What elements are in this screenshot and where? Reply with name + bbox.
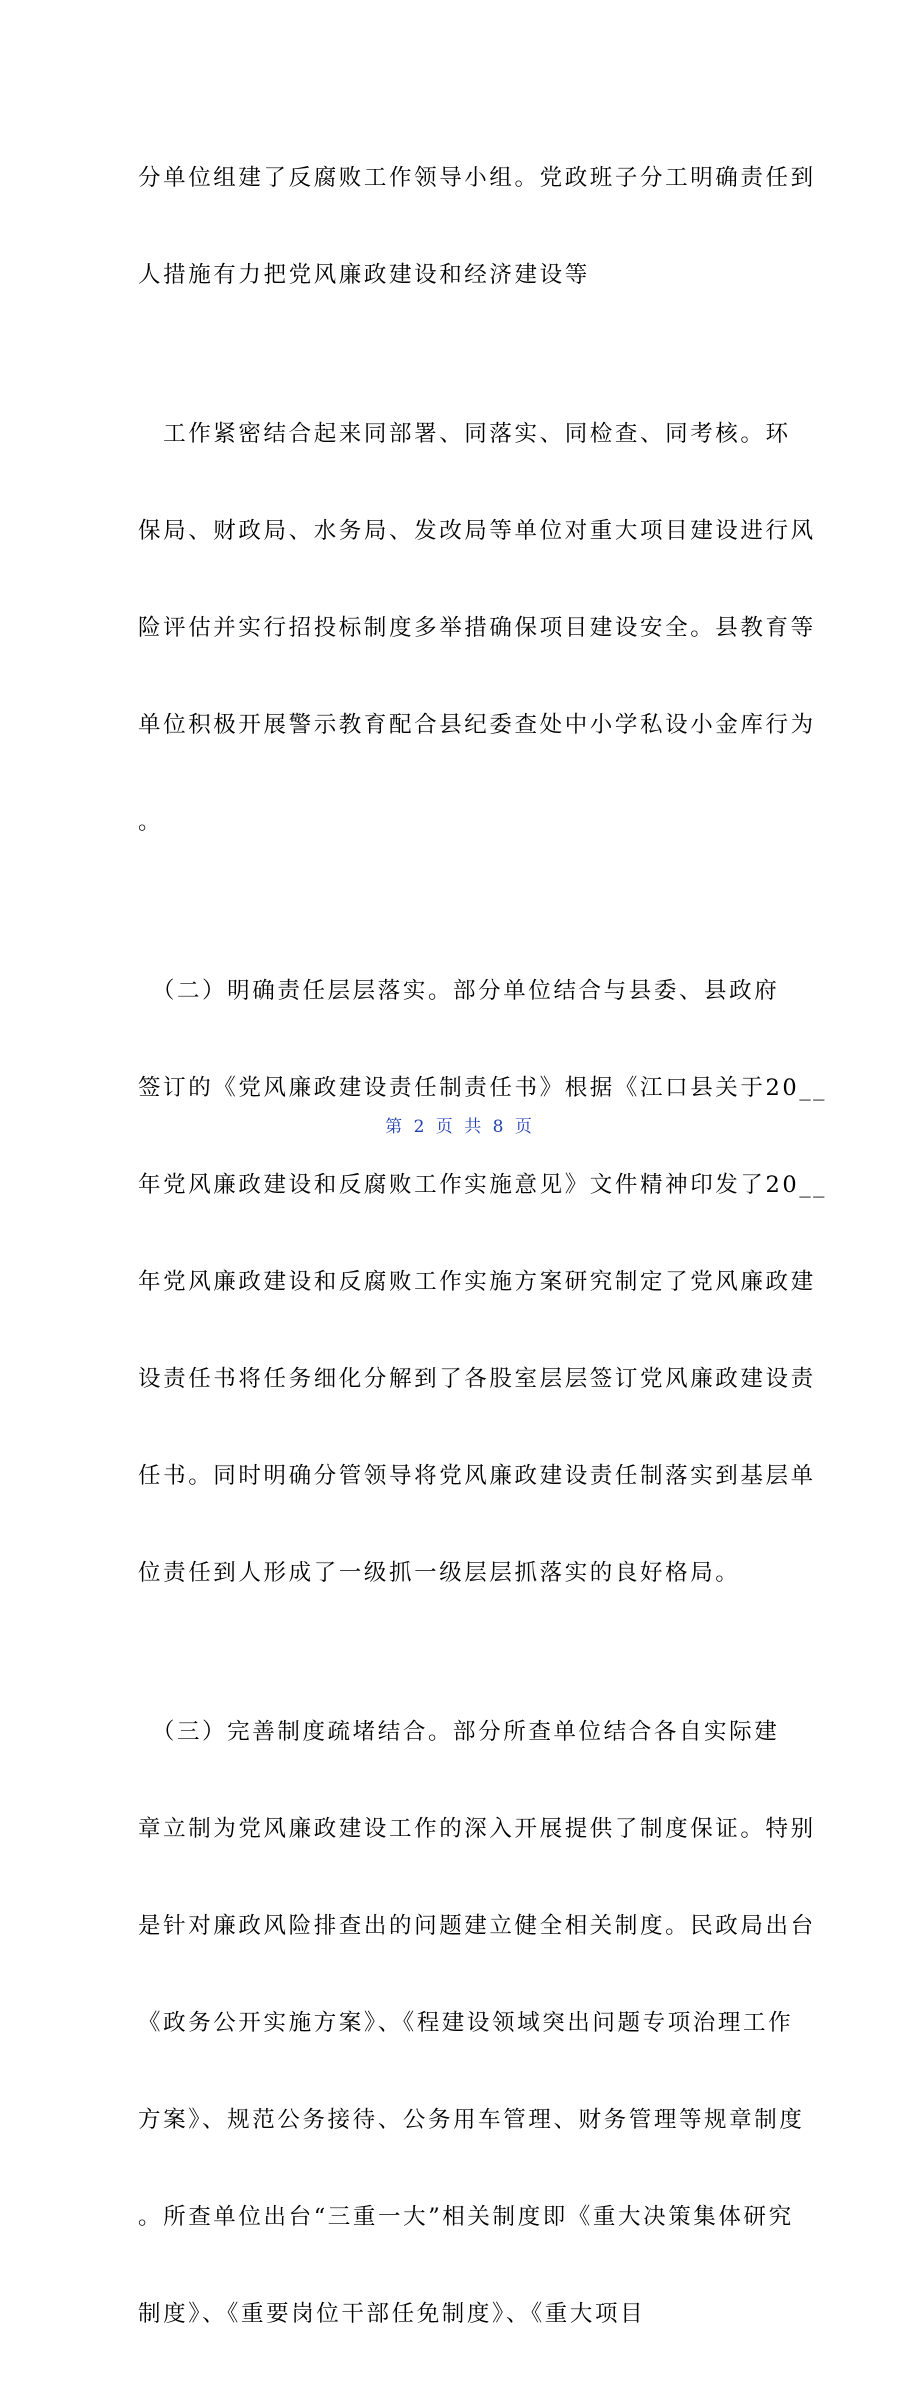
text-line: 制度》、《重要岗位干部任免制度》、《重大项目 (138, 2301, 646, 2327)
text-line: 工作紧密结合起来同部署、同落实、同检查、同考核。环 (138, 421, 791, 447)
text-line: 任书。同时明确分管领导将党风廉政建设责任制落实到基层单 (138, 1463, 816, 1489)
document-body (138, 104, 828, 2382)
paragraph-4 (138, 1658, 816, 2382)
text-line: 。所查单位出台“三重一大”相关制度即《重大决策集体研究 (138, 2204, 794, 2230)
text-line: 是针对廉政风险排查出的问题建立健全相关制度。民政局出台 (138, 1913, 816, 1939)
text-line: 。 (138, 809, 164, 835)
text-line: 人措施有力把党风廉政建设和经济建设等 (138, 262, 590, 288)
page-number-footer: 第 2 页 共 8 页 (385, 1117, 535, 1137)
paragraph-2 (138, 360, 816, 897)
text-line: 《政务公开实施方案》、《程建设领域突出问题专项治理工作 (138, 2010, 794, 2036)
text-line: 险评估并实行招投标制度多举措确保项目建设安全。县教育等 (138, 615, 816, 641)
paragraph-3 (138, 917, 828, 1648)
text-line: （三）完善制度疏堵结合。部分所查单位结合各自实际建 (138, 1719, 780, 1745)
text-line: 章立制为党风廉政建设工作的深入开展提供了制度保证。特别 (138, 1816, 816, 1842)
text-line: （二）明确责任层层落实。部分单位结合与县委、县政府 (138, 978, 780, 1004)
text-line: 年党风廉政建设和反腐败工作实施意见》文件精神印发了20__ (138, 1172, 828, 1198)
text-line: 年党风廉政建设和反腐败工作实施方案研究制定了党风廉政建 (138, 1269, 816, 1295)
paragraph-gap (138, 1648, 788, 1658)
text-line: 位责任到人形成了一级抓一级层层抓落实的良好格局。 (138, 1560, 741, 1586)
text-line: 分单位组建了反腐败工作领导小组。党政班子分工明确责任到 (138, 165, 816, 191)
text-line: 设责任书将任务细化分解到了各股室层层签订党风廉政建设责 (138, 1366, 816, 1392)
paragraph-gap (138, 350, 788, 360)
text-line: 方案》、规范公务接待、公务用车管理、财务管理等规章制度 (138, 2107, 805, 2133)
paragraph-1 (138, 104, 816, 350)
text-line: 保局、财政局、水务局、发改局等单位对重大项目建设进行风 (138, 518, 816, 544)
text-line: 签订的《党风廉政建设责任制责任书》根据《江口县关于20__ (138, 1075, 828, 1101)
text-line: 单位积极开展警示教育配合县纪委查处中小学私设小金库行为 (138, 712, 816, 738)
paragraph-gap (138, 897, 788, 917)
